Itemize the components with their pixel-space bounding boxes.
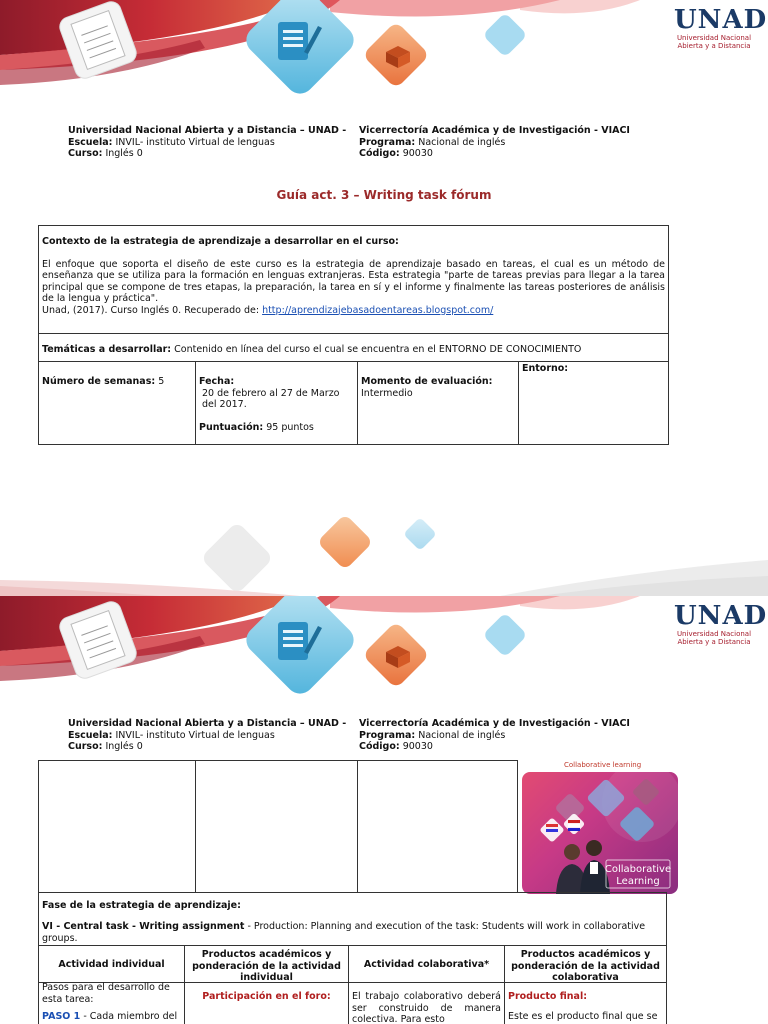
course-label: Curso:: [68, 148, 103, 159]
activity-table: [38, 892, 667, 1024]
themes-value: Contenido en línea del curso el cual se encuentra en el ENTORNO DE CONOCIMIENTO: [174, 344, 582, 355]
logo-line2: Abierta y a Distancia: [677, 42, 751, 50]
themes-cell: [39, 334, 668, 362]
collaborative-activity-cell: El trabajo colaborativo deberá ser construido de manera colectiva. Para esto: [349, 981, 505, 1024]
context-body: El enfoque que soporta el diseño de este curso es la estrategia de aprendizaje basado en tareas, el cual es un método de enseñanza que se utiliza para la formación en lenguas extranjeras. Esta estrategia "parte de tareas previas para llegar a la tarea principal que se compone de tres etapas, la preparación, la tarea en sí y el informe y finalmente las tareas posteriores de análisis de la lengua y práctica".: [42, 258, 665, 304]
header-banner: [0, 0, 768, 120]
themes-label: Temáticas a desarrollar:: [42, 344, 172, 355]
university-name: Universidad Nacional Abierta y a Distancia – UNAD -: [68, 125, 347, 136]
logo-line1: Universidad Nacional: [676, 34, 752, 42]
banner-graphic: [0, 0, 768, 120]
final-product-cell: [505, 981, 666, 1024]
header-right-info-2: [359, 718, 630, 753]
column-divider: [357, 761, 358, 893]
school-label: Escuela:: [68, 136, 113, 148]
phase-description: [42, 921, 664, 944]
weeks-cell: [39, 362, 196, 444]
school-value-2: INVIL- instituto Virtual de lenguas: [115, 729, 275, 741]
document-page-2: [0, 596, 768, 1024]
logo-word: UNAD: [674, 5, 768, 35]
collab-image-label: Collaborative learning: [564, 761, 642, 769]
header-left-info: [68, 125, 346, 160]
forum-participation-cell: Participación en el foro:: [185, 981, 349, 1024]
course-label-2: Curso:: [68, 741, 103, 752]
footer-graphic: [0, 500, 768, 596]
program-value-2: Nacional de inglés: [418, 729, 506, 741]
banner-graphic-2: [0, 596, 768, 716]
date-label: Fecha:: [199, 376, 235, 387]
code-label: Código:: [359, 148, 400, 159]
code-value-2: 90030: [402, 741, 433, 752]
context-table: [38, 225, 669, 445]
university-name-2: Universidad Nacional Abierta y a Distancia – UNAD -: [68, 718, 347, 729]
program-label: Programa:: [359, 136, 416, 148]
header-collaborative-products: Productos académicos y ponderación de la actividad colaborativa: [511, 949, 660, 983]
context-link[interactable]: http://aprendizajebasadoentareas.blogspot.com/: [262, 304, 494, 316]
score-value: 95 puntos: [266, 421, 314, 433]
program-label-2: Programa:: [359, 729, 416, 741]
program-value: Nacional de inglés: [418, 136, 506, 148]
phase-vi-rest: - Production: Planning and execution of the task: Students will work in collaborative groups.: [42, 921, 646, 944]
page-break-graphic: [0, 500, 768, 596]
individual-activity-cell: [39, 981, 185, 1024]
school-label-2: Escuela:: [68, 729, 113, 741]
code-value: 90030: [402, 148, 433, 159]
final-product-text: Este es el producto final que se: [508, 1010, 658, 1022]
header-left-info-2: [68, 718, 346, 753]
collaborative-learning-image: [522, 772, 678, 894]
vice-rectory-2: Vicerrectoría Académica y de Investigación - VIACI: [359, 718, 630, 729]
activity-header-row: [39, 945, 666, 983]
collab-caption-line2: Learning: [616, 876, 660, 887]
header-right-info: [359, 125, 630, 160]
course-value-2: Inglés 0: [105, 741, 143, 752]
logo-word-2: UNAD: [674, 601, 768, 631]
unad-logo-2: [674, 601, 768, 646]
continued-table-row: [38, 760, 518, 892]
environment-cell: [519, 362, 668, 444]
phase-vi: VI - Central task - Writing assignment: [42, 921, 245, 932]
course-value: Inglés 0: [105, 148, 143, 159]
environment-label: Entorno:: [522, 363, 569, 374]
header-collaborative-activity: Actividad colaborativa*: [349, 946, 505, 981]
guide-title: Guía act. 3 – Writing task fórum: [276, 188, 492, 202]
moment-cell: [358, 362, 519, 444]
collaborative-people-icon: [522, 772, 678, 894]
logo-line1-2: Universidad Nacional: [676, 630, 752, 638]
weeks-label: Número de semanas:: [42, 376, 156, 387]
score-label: Puntuación:: [199, 421, 264, 433]
context-heading: Contexto de la estrategia de aprendizaje a desarrollar en el curso:: [42, 236, 399, 247]
context-cell: [39, 226, 668, 334]
collab-caption-line1: Collaborative: [604, 864, 672, 875]
vice-rectory: Vicerrectoría Académica y de Investigación - VIACI: [359, 125, 630, 136]
school-value: INVIL- instituto Virtual de lenguas: [115, 136, 275, 148]
step-1-text: - Cada miembro del: [83, 1011, 178, 1022]
context-citation: Unad, (2017). Curso Inglés 0. Recuperado de:: [42, 304, 260, 316]
document-page-1: [0, 0, 768, 500]
code-label-2: Código:: [359, 741, 400, 752]
header-individual-products: Productos académicos y ponderación de la actividad individual: [185, 946, 349, 981]
unad-logo: [674, 5, 768, 50]
phase-heading: Fase de la estrategia de aprendizaje:: [42, 900, 241, 911]
activity-body-row: [39, 981, 666, 1024]
moment-label: Momento de evaluación:: [361, 376, 493, 387]
individual-steps-text: Pasos para el desarrollo de esta tarea:: [42, 982, 170, 1005]
date-cell: [196, 362, 358, 444]
logo-line2-2: Abierta y a Distancia: [677, 638, 751, 646]
header-banner-2: [0, 596, 768, 716]
final-product-label: Producto final:: [508, 991, 588, 1002]
column-divider: [195, 761, 196, 893]
step-1-label: PASO 1: [42, 1011, 81, 1022]
weeks-value: 5: [158, 376, 165, 387]
header-individual-activity: Actividad individual: [39, 946, 185, 981]
date-value: 20 de febrero al 27 de Marzo del 2017.: [202, 387, 340, 410]
moment-value: Intermedio: [361, 387, 413, 399]
